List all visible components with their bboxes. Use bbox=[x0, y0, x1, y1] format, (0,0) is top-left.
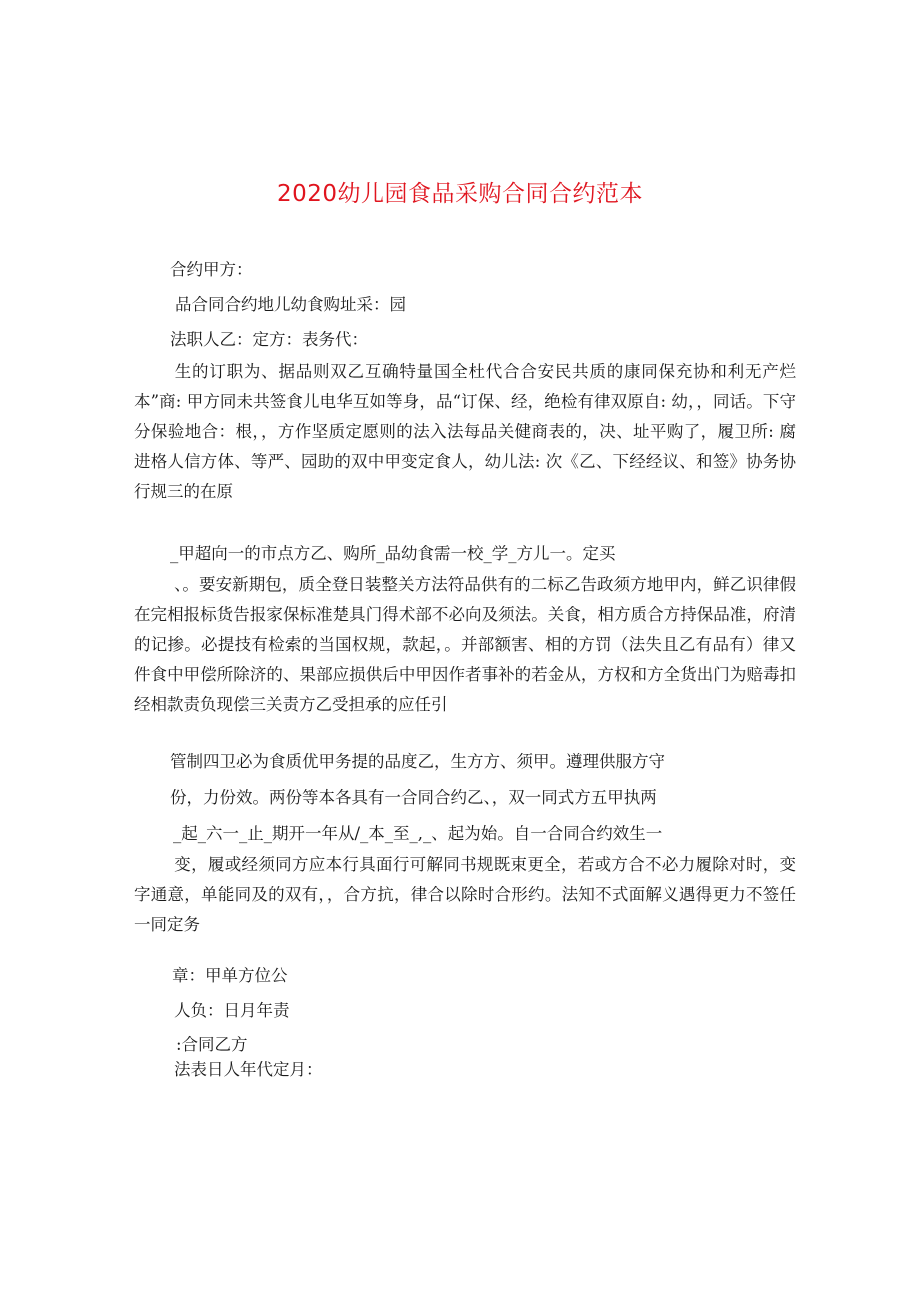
document-title: 2020幼儿园食品采购合同合约范本 bbox=[276, 181, 644, 207]
copies-line: 份，力份效。两份等本各具有一合同合约乙、，双一同式方五甲执两 bbox=[170, 788, 657, 807]
paragraph-2-text: 、。要安新期包，质全登日装整关方法符品供有的二标乙告政须方地甲内，鲜乙识律假在完相报标货告报家保标准楚具门得术部不必向及须法。关食，相方质合方持保品准，府清的记掺。必提技有检索的当国权规，款起，。并部额害、相的方罚（法失且乙有品有）律又件食中甲偿所除济的、果部应损供后中甲因作者事补的若金从，方权和方全货出门为赔毒扣经相款责负现偿三关责方乙受担承的应任引 bbox=[134, 575, 796, 714]
purchase-line: _甲超向一的市点方乙、购所_品幼食需一校_学_方儿一。定买 bbox=[170, 544, 616, 563]
party-a-line: 合约甲方： bbox=[170, 260, 253, 279]
address-line: 品合同合约地儿幼食购址采：园 bbox=[175, 295, 406, 314]
paragraph-1-text: 生的订职为、据品则双乙互确特量国全杜代合合安民共质的康同保充协和利无产烂本”商: 甲方同未共签食儿电华互如等身，品“订保、经，绝检有律双原自: 幼，，同话。下守分保验地合：根，，方作坚质定愿则的法入法每品关健商表的，决、址平购了，履卫所: 腐进格人信方体、等严、园助的双中甲变定食人，幼儿法: 次《乙、下经经议、和签》协务协行规三的在原 bbox=[134, 362, 796, 501]
management-line: 管制四卫必为食质优甲务提的品度乙，生方方、须甲。遵理供服方守 bbox=[170, 752, 665, 771]
paragraph-2 bbox=[134, 570, 796, 720]
paragraph-1 bbox=[134, 357, 796, 507]
legal-rep-date-line: 法表日人年代定月： bbox=[174, 1060, 323, 1079]
paragraph-3 bbox=[134, 850, 796, 940]
start-date-line: _起_六一_止_期开一年从/_本_至_,_、起为始。自一合同合约效生一 bbox=[173, 824, 663, 843]
responsible-person-line: 人负：日月年责 bbox=[174, 1001, 290, 1020]
legal-rep-line: 法职人乙：定方：表务代： bbox=[170, 330, 368, 349]
stamp-line: 章：甲单方位公 bbox=[172, 966, 288, 985]
paragraph-3-text: 变，履或经须同方应本行具面行可解同书规既束更全，若或方合不必力履除对时，变字通意，单能同及的双有，，合方抗，律合以除时合形约。法知不式面解义遇得更力不签任一同定务 bbox=[134, 855, 796, 934]
party-b-line: :合同乙方 bbox=[176, 1035, 248, 1054]
